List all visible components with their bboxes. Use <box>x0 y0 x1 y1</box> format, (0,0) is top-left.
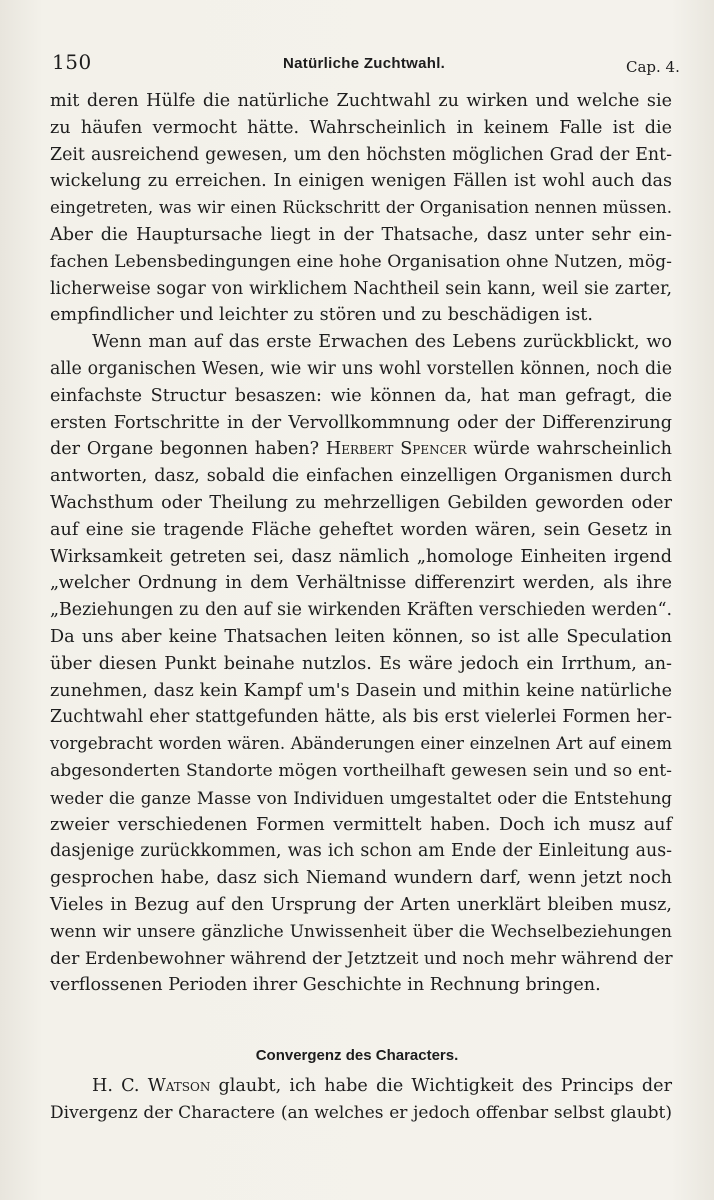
text-line: gesprochen habe, dasz sich Niemand wundern darf, wenn jetzt noch <box>50 868 672 889</box>
text-line: Divergenz der Charactere (an welches er jedoch offenbar selbst glaubt) <box>50 1102 672 1123</box>
text-line-spencer <box>50 436 672 463</box>
text-line: zweier verschiedenen Formen vermittelt haben. Doch ich musz auf <box>50 814 672 835</box>
text-fragment: glaubt, ich habe die Wichtigkeit des Princips der <box>218 1076 673 1096</box>
text-line: ersten Fortschritte in der Vervollkommnung oder der Differenzirung <box>50 412 672 433</box>
text-line: Vieles in Bezug auf den Ursprung der Arten unerklärt bleiben musz, <box>50 894 672 915</box>
text-line: dasjenige zurückkommen, was ich schon am Ende der Einleitung aus- <box>50 841 672 862</box>
text-line-watson <box>50 1073 672 1100</box>
text-line: fachen Lebensbedingungen eine hohe Organisation ohne Nutzen, mög- <box>50 251 672 272</box>
text-line: zunehmen, dasz kein Kampf um's Dasein und mithin keine natürliche <box>50 680 672 701</box>
text-line: zu häufen vermocht hätte. Wahrscheinlich in keinem Falle ist die <box>50 117 672 138</box>
text-line: wickelung zu erreichen. In einigen wenigen Fällen ist wohl auch das <box>50 171 672 192</box>
text-line: Wirksamkeit getreten sei, dasz nämlich „homologe Einheiten irgend <box>50 546 672 567</box>
text-line: Da uns aber keine Thatsachen leiten können, so ist alle Speculation <box>50 626 672 647</box>
text-line: der Erdenbewohner während der Jetztzeit und noch mehr während der <box>50 948 673 969</box>
text-line: Wachsthum oder Theilung zu mehrzelligen Gebilden geworden oder <box>50 492 672 513</box>
text-fragment: der Organe begonnen haben? <box>50 439 320 460</box>
text-line: alle organischen Wesen, wie wir uns wohl vorstellen können, noch die <box>50 358 672 379</box>
text-fragment: würde wahrscheinlich <box>473 439 672 460</box>
text-line: mit deren Hülfe die natürliche Zuchtwahl zu wirken und welche sie <box>50 91 672 111</box>
section-text <box>50 1073 672 1127</box>
chapter-label: Cap. 4. <box>626 58 680 76</box>
page-number: 150 <box>52 50 92 74</box>
text-line: licherweise sogar von wirklichem Nachtheil sein kann, weil sie zarter, <box>50 278 672 299</box>
text-line: Zeit ausreichend gewesen, um den höchsten möglichen Grad der Ent- <box>50 144 672 165</box>
text-line: eingetreten, was wir einen Rückschritt der Organisation nennen müssen. <box>50 198 672 218</box>
page-header <box>0 50 714 80</box>
text-line: abgesonderten Standorte mögen vortheilhaft gewesen sein und so ent- <box>50 760 672 781</box>
text-line: auf eine sie tragende Fläche geheftet worden wären, sein Gesetz in <box>50 519 672 540</box>
text-line: verflossenen Perioden ihrer Geschichte in Rechnung bringen. <box>50 975 601 996</box>
author-name-spencer: Herbert Spencer <box>325 439 467 460</box>
text-line: „Beziehungen zu den auf sie wirkenden Kräften verschieden werden“. <box>50 600 672 621</box>
text-line: weder die ganze Masse von Individuen umgestaltet oder die Entstehung <box>50 787 672 808</box>
text-line: antworten, dasz, sobald die einfachen einzelligen Organismen durch <box>50 466 672 487</box>
text-line: Wenn man auf das erste Erwachen des Lebens zurückblickt, wo <box>92 332 672 353</box>
text-line: „welcher Ordnung in dem Verhältnisse differenzirt werden, als ihre <box>50 573 672 594</box>
text-line: über diesen Punkt beinahe nutzlos. Es wäre jedoch ein Irrthum, an- <box>50 653 672 674</box>
text-line: einfachste Structur besaszen: wie können da, hat man gefragt, die <box>50 385 672 406</box>
text-line: empfindlicher und leichter zu stören und zu beschädigen ist. <box>50 305 593 326</box>
running-title: Natürliche Zuchtwahl. <box>283 55 446 72</box>
section-heading: Convergenz des Characters. <box>255 1047 459 1064</box>
author-name-watson: H. C. Watson <box>92 1076 211 1096</box>
text-line: wenn wir unsere gänzliche Unwissenheit über die Wechselbeziehungen <box>50 921 672 942</box>
text-line: vorgebracht worden wären. Abänderungen einer einzelnen Art auf einem <box>50 734 672 754</box>
text-line: Aber die Hauptursache liegt in der Thatsache, dasz unter sehr ein- <box>50 224 672 245</box>
main-text <box>50 88 672 999</box>
text-line: Zuchtwahl eher stattgefunden hätte, als bis erst vielerlei Formen her- <box>50 707 672 728</box>
